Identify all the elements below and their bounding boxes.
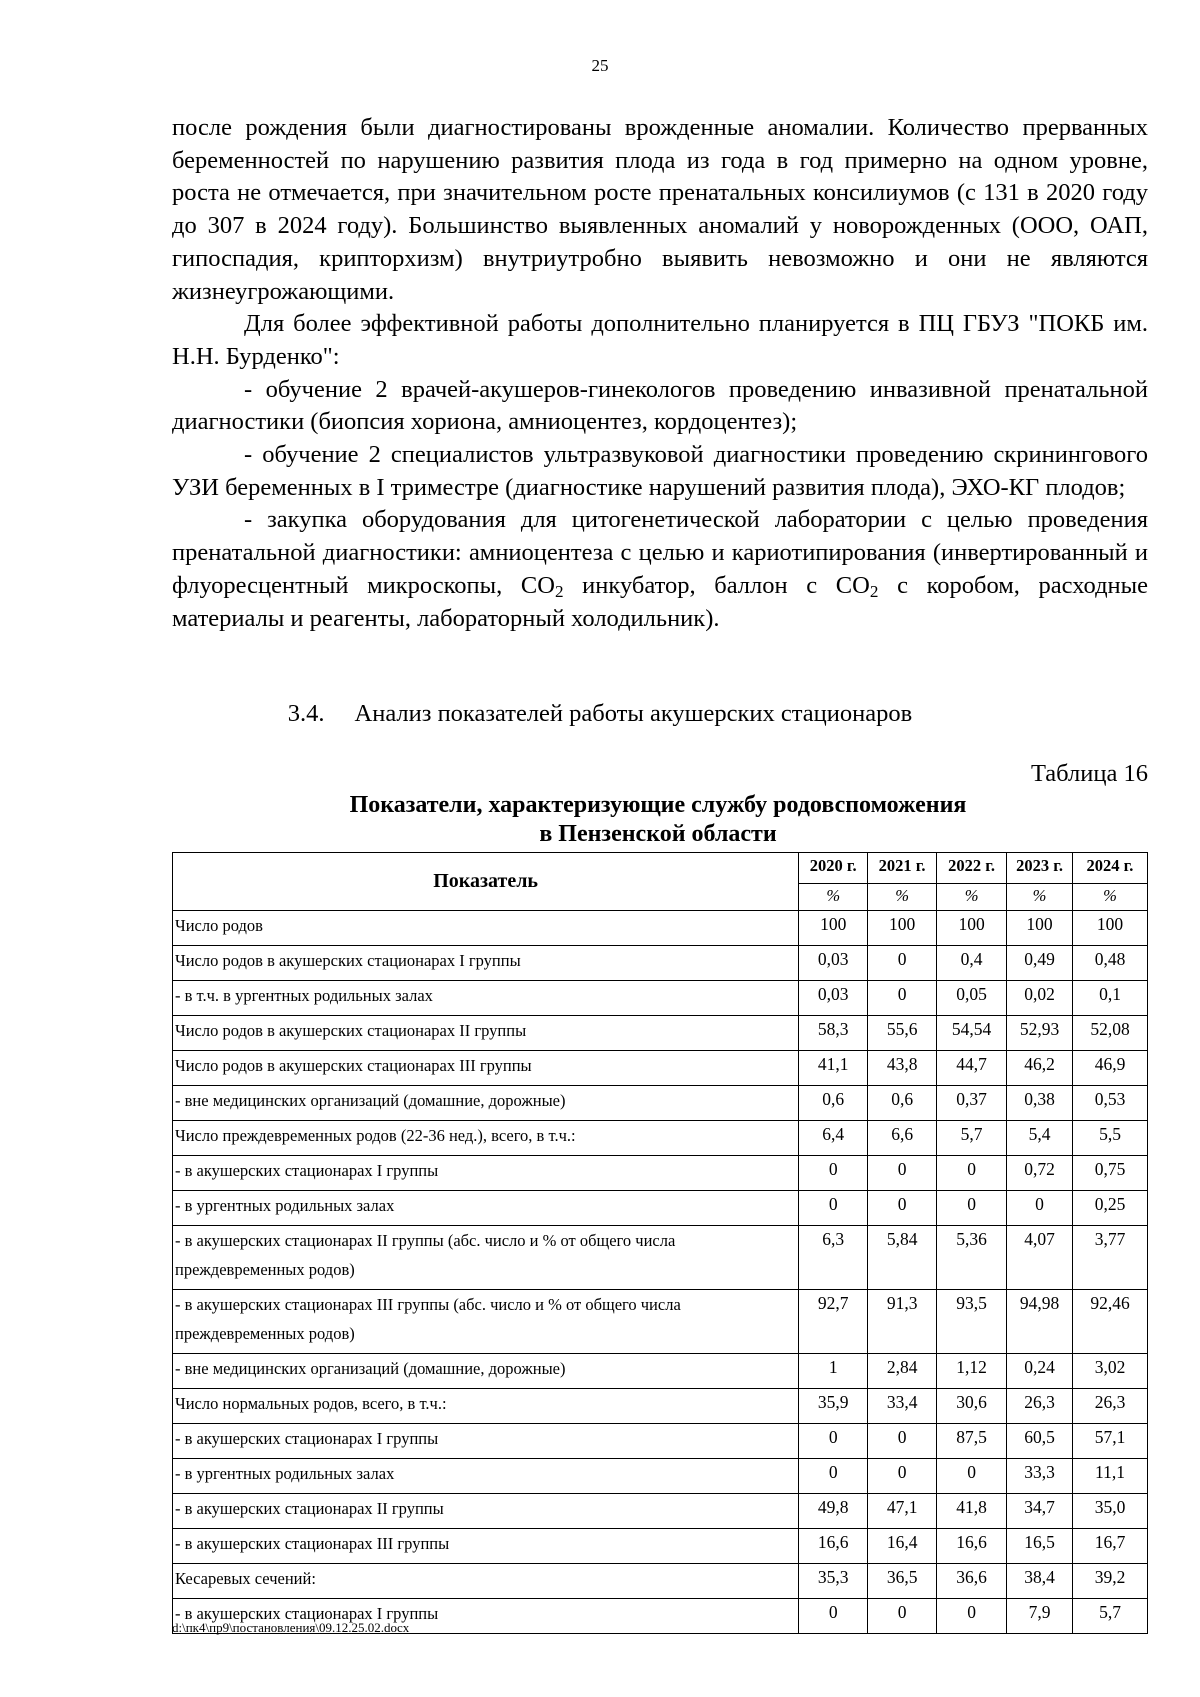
row-value-2024: 5,7 bbox=[1073, 1599, 1148, 1634]
row-value-2024: 35,0 bbox=[1073, 1494, 1148, 1529]
row-value-2020: 0,03 bbox=[799, 981, 868, 1016]
row-value-2023: 33,3 bbox=[1007, 1459, 1073, 1494]
header-unit: % bbox=[937, 884, 1007, 911]
row-value-2024: 46,9 bbox=[1073, 1051, 1148, 1086]
row-indicator-label: - в ургентных родильных залах bbox=[173, 1459, 799, 1494]
row-value-2020: 0 bbox=[799, 1191, 868, 1226]
row-value-2024: 100 bbox=[1073, 911, 1148, 946]
table-row bbox=[173, 1564, 1148, 1599]
row-value-2021: 16,4 bbox=[868, 1529, 937, 1564]
row-value-2020: 35,9 bbox=[799, 1389, 868, 1424]
row-indicator-label: Число преждевременных родов (22-36 нед.), всего, в т.ч.: bbox=[173, 1121, 799, 1156]
row-value-2020: 49,8 bbox=[799, 1494, 868, 1529]
row-value-2022: 36,6 bbox=[937, 1564, 1007, 1599]
paragraph-5 bbox=[172, 504, 1148, 635]
paragraph-1: после рождения были диагностированы врожденные аномалии. Количество прерванных беременностей по нарушению развития плода из года в год примерно на одном уровне, роста не отмечается, при значительном росте пренатальных консилиумов (с 131 в 2020 году до 307 в 2024 году). Большинство выявленных аномалий у новорожденных (ООО, ОАП, гипоспадия, крипторхизм) внутриутробно выявить невозможно и они не являются жизнеугрожающими. bbox=[172, 114, 1148, 305]
paragraph-2: Для более эффективной работы дополнительно планируется в ПЦ ГБУЗ "ПОКБ им. Н.Н. Бурденко": bbox=[172, 310, 1148, 370]
header-year: 2020 г. bbox=[799, 853, 868, 884]
row-value-2021: 47,1 bbox=[868, 1494, 937, 1529]
table-row bbox=[173, 946, 1148, 981]
row-value-2024: 3,77 bbox=[1073, 1226, 1148, 1290]
row-indicator-label: - вне медицинских организаций (домашние, дорожные) bbox=[173, 1086, 799, 1121]
row-value-2021: 0 bbox=[868, 981, 937, 1016]
row-value-2023: 0,49 bbox=[1007, 946, 1073, 981]
table-row bbox=[173, 1424, 1148, 1459]
row-value-2021: 33,4 bbox=[868, 1389, 937, 1424]
row-value-2024: 0,25 bbox=[1073, 1191, 1148, 1226]
row-value-2020: 0 bbox=[799, 1599, 868, 1634]
row-value-2020: 6,4 bbox=[799, 1121, 868, 1156]
header-year: 2023 г. bbox=[1007, 853, 1073, 884]
row-value-2020: 0 bbox=[799, 1156, 868, 1191]
row-value-2024: 0,1 bbox=[1073, 981, 1148, 1016]
row-value-2023: 7,9 bbox=[1007, 1599, 1073, 1634]
row-indicator-label: - вне медицинских организаций (домашние, дорожные) bbox=[173, 1354, 799, 1389]
header-unit: % bbox=[868, 884, 937, 911]
row-value-2021: 100 bbox=[868, 911, 937, 946]
row-indicator-label: Число нормальных родов, всего, в т.ч.: bbox=[173, 1389, 799, 1424]
row-value-2021: 0 bbox=[868, 1459, 937, 1494]
table-body bbox=[173, 911, 1148, 1634]
row-indicator-label: - в акушерских стационарах III группы bbox=[173, 1529, 799, 1564]
row-value-2024: 57,1 bbox=[1073, 1424, 1148, 1459]
row-value-2020: 0 bbox=[799, 1424, 868, 1459]
table-row bbox=[173, 1354, 1148, 1389]
table-row bbox=[173, 1191, 1148, 1226]
row-value-2024: 39,2 bbox=[1073, 1564, 1148, 1599]
row-value-2021: 0 bbox=[868, 1599, 937, 1634]
table-row bbox=[173, 981, 1148, 1016]
row-value-2023: 60,5 bbox=[1007, 1424, 1073, 1459]
row-indicator-label: - в акушерских стационарах I группы bbox=[173, 1156, 799, 1191]
row-value-2022: 0,4 bbox=[937, 946, 1007, 981]
table-title-line-1: Показатели, характеризующие службу родовспоможения bbox=[349, 792, 967, 818]
section-number: 3.4. bbox=[287, 700, 325, 727]
body-text bbox=[172, 112, 1148, 635]
table-row bbox=[173, 1459, 1148, 1494]
row-value-2023: 52,93 bbox=[1007, 1016, 1073, 1051]
row-value-2021: 55,6 bbox=[868, 1016, 937, 1051]
row-value-2023: 46,2 bbox=[1007, 1051, 1073, 1086]
row-indicator-label: - в акушерских стационарах III группы (абс. число и % от общего числа преждевременных родов) bbox=[173, 1290, 799, 1354]
paragraph-3: - обучение 2 врачей-акушеров-гинекологов проведению инвазивной пренатальной диагностики (биопсия хориона, амниоцентез, кордоцентез); bbox=[172, 375, 1148, 436]
row-value-2021: 0 bbox=[868, 1424, 937, 1459]
table-row bbox=[173, 1389, 1148, 1424]
header-year: 2021 г. bbox=[868, 853, 937, 884]
row-value-2023: 0,02 bbox=[1007, 981, 1073, 1016]
row-indicator-label: - в акушерских стационарах I группы bbox=[173, 1599, 799, 1634]
row-value-2022: 0,05 bbox=[937, 981, 1007, 1016]
row-value-2023: 100 bbox=[1007, 911, 1073, 946]
row-value-2021: 0,6 bbox=[868, 1086, 937, 1121]
row-indicator-label: Число родов в акушерских стационарах I группы bbox=[173, 946, 799, 981]
header-indicator: Показатель bbox=[173, 853, 799, 911]
page-number: 25 bbox=[591, 56, 609, 75]
row-value-2024: 0,53 bbox=[1073, 1086, 1148, 1121]
row-value-2022: 100 bbox=[937, 911, 1007, 946]
subscript-2: 2 bbox=[554, 581, 564, 601]
row-value-2021: 43,8 bbox=[868, 1051, 937, 1086]
row-value-2022: 93,5 bbox=[937, 1290, 1007, 1354]
section-heading bbox=[0, 700, 1200, 728]
row-value-2020: 0,03 bbox=[799, 946, 868, 981]
table-row bbox=[173, 1529, 1148, 1564]
row-indicator-label: - в ургентных родильных залах bbox=[173, 1191, 799, 1226]
row-value-2020: 35,3 bbox=[799, 1564, 868, 1599]
row-value-2020: 92,7 bbox=[799, 1290, 868, 1354]
row-indicator-label: - в акушерских стационарах II группы (абс. число и % от общего числа преждевременных родов) bbox=[173, 1226, 799, 1290]
row-value-2024: 11,1 bbox=[1073, 1459, 1148, 1494]
row-value-2024: 52,08 bbox=[1073, 1016, 1148, 1051]
row-value-2022: 0 bbox=[937, 1599, 1007, 1634]
row-value-2022: 16,6 bbox=[937, 1529, 1007, 1564]
row-value-2021: 6,6 bbox=[868, 1121, 937, 1156]
row-value-2020: 58,3 bbox=[799, 1016, 868, 1051]
row-value-2023: 16,5 bbox=[1007, 1529, 1073, 1564]
table-header-row bbox=[173, 853, 1148, 884]
table-row bbox=[173, 1016, 1148, 1051]
table-row bbox=[173, 1051, 1148, 1086]
row-value-2022: 87,5 bbox=[937, 1424, 1007, 1459]
row-indicator-label: Число родов в акушерских стационарах III группы bbox=[173, 1051, 799, 1086]
row-value-2022: 41,8 bbox=[937, 1494, 1007, 1529]
table-row bbox=[173, 1156, 1148, 1191]
row-value-2023: 5,4 bbox=[1007, 1121, 1073, 1156]
row-value-2020: 0,6 bbox=[799, 1086, 868, 1121]
row-value-2020: 6,3 bbox=[799, 1226, 868, 1290]
row-value-2024: 0,75 bbox=[1073, 1156, 1148, 1191]
table-title bbox=[0, 791, 1200, 849]
row-value-2023: 0,72 bbox=[1007, 1156, 1073, 1191]
row-value-2024: 5,5 bbox=[1073, 1121, 1148, 1156]
row-value-2022: 54,54 bbox=[937, 1016, 1007, 1051]
row-value-2020: 16,6 bbox=[799, 1529, 868, 1564]
header-unit: % bbox=[1073, 884, 1148, 911]
paragraph-5-part-a: - закупка оборудования для цитогенетической лаборатории с целью проведения пренатальной диагностики: амниоцентеза с целью и кариотипирования (инвертированный и флуоресцентный микроскопы, СО bbox=[172, 506, 1148, 599]
header-unit: % bbox=[1007, 884, 1073, 911]
row-value-2023: 34,7 bbox=[1007, 1494, 1073, 1529]
footer-file-path: d:\пк4\пр9\постановления\09.12.25.02.docx bbox=[172, 1620, 410, 1635]
table-row bbox=[173, 911, 1148, 946]
row-value-2024: 26,3 bbox=[1073, 1389, 1148, 1424]
paragraph-4: - обучение 2 специалистов ультразвуковой диагностики проведению скринингового УЗИ беременных в I триместре (диагностике нарушений развития плода), ЭХО-КГ плодов; bbox=[172, 441, 1148, 501]
row-value-2022: 5,7 bbox=[937, 1121, 1007, 1156]
row-value-2024: 0,48 bbox=[1073, 946, 1148, 981]
row-indicator-label: Число родов в акушерских стационарах II группы bbox=[173, 1016, 799, 1051]
row-indicator-label: Кесаревых сечений: bbox=[173, 1564, 799, 1599]
row-value-2023: 4,07 bbox=[1007, 1226, 1073, 1290]
row-value-2022: 1,12 bbox=[937, 1354, 1007, 1389]
header-year: 2022 г. bbox=[937, 853, 1007, 884]
row-value-2024: 16,7 bbox=[1073, 1529, 1148, 1564]
paragraph-5-part-b: инкубатор, баллон с СО bbox=[563, 571, 870, 599]
row-value-2022: 30,6 bbox=[937, 1389, 1007, 1424]
row-indicator-label: - в т.ч. в ургентных родильных залах bbox=[173, 981, 799, 1016]
row-value-2021: 0 bbox=[868, 1156, 937, 1191]
subscript-2: 2 bbox=[869, 581, 879, 601]
row-value-2020: 100 bbox=[799, 911, 868, 946]
table-row bbox=[173, 1226, 1148, 1290]
row-value-2020: 41,1 bbox=[799, 1051, 868, 1086]
row-value-2022: 5,36 bbox=[937, 1226, 1007, 1290]
table-row bbox=[173, 1494, 1148, 1529]
row-value-2023: 0,38 bbox=[1007, 1086, 1073, 1121]
header-year: 2024 г. bbox=[1073, 853, 1148, 884]
indicators-table bbox=[172, 852, 1148, 1634]
paragraph-5-part-c: с коробом, расходные материалы и реагенты, лабораторный холодильник). bbox=[172, 571, 1148, 632]
row-indicator-label: - в акушерских стационарах I группы bbox=[173, 1424, 799, 1459]
row-value-2022: 0 bbox=[937, 1191, 1007, 1226]
row-indicator-label: Число родов bbox=[173, 911, 799, 946]
table-label: Таблица 16 bbox=[1030, 760, 1148, 787]
row-value-2021: 0 bbox=[868, 1191, 937, 1226]
table-row bbox=[173, 1121, 1148, 1156]
section-title: Анализ показателей работы акушерских стационаров bbox=[354, 700, 913, 727]
row-value-2023: 0 bbox=[1007, 1191, 1073, 1226]
header-unit: % bbox=[799, 884, 868, 911]
row-value-2022: 0 bbox=[937, 1459, 1007, 1494]
row-value-2020: 0 bbox=[799, 1459, 868, 1494]
row-value-2023: 0,24 bbox=[1007, 1354, 1073, 1389]
row-value-2021: 5,84 bbox=[868, 1226, 937, 1290]
row-value-2024: 3,02 bbox=[1073, 1354, 1148, 1389]
row-value-2021: 0 bbox=[868, 946, 937, 981]
row-value-2022: 0,37 bbox=[937, 1086, 1007, 1121]
row-value-2023: 94,98 bbox=[1007, 1290, 1073, 1354]
table-row bbox=[173, 1086, 1148, 1121]
row-value-2023: 38,4 bbox=[1007, 1564, 1073, 1599]
row-value-2020: 1 bbox=[799, 1354, 868, 1389]
row-indicator-label: - в акушерских стационарах II группы bbox=[173, 1494, 799, 1529]
row-value-2021: 36,5 bbox=[868, 1564, 937, 1599]
row-value-2023: 26,3 bbox=[1007, 1389, 1073, 1424]
table-row bbox=[173, 1290, 1148, 1354]
row-value-2021: 91,3 bbox=[868, 1290, 937, 1354]
row-value-2024: 92,46 bbox=[1073, 1290, 1148, 1354]
table-title-line-2: в Пензенской области bbox=[539, 821, 777, 847]
row-value-2022: 44,7 bbox=[937, 1051, 1007, 1086]
row-value-2022: 0 bbox=[937, 1156, 1007, 1191]
row-value-2021: 2,84 bbox=[868, 1354, 937, 1389]
